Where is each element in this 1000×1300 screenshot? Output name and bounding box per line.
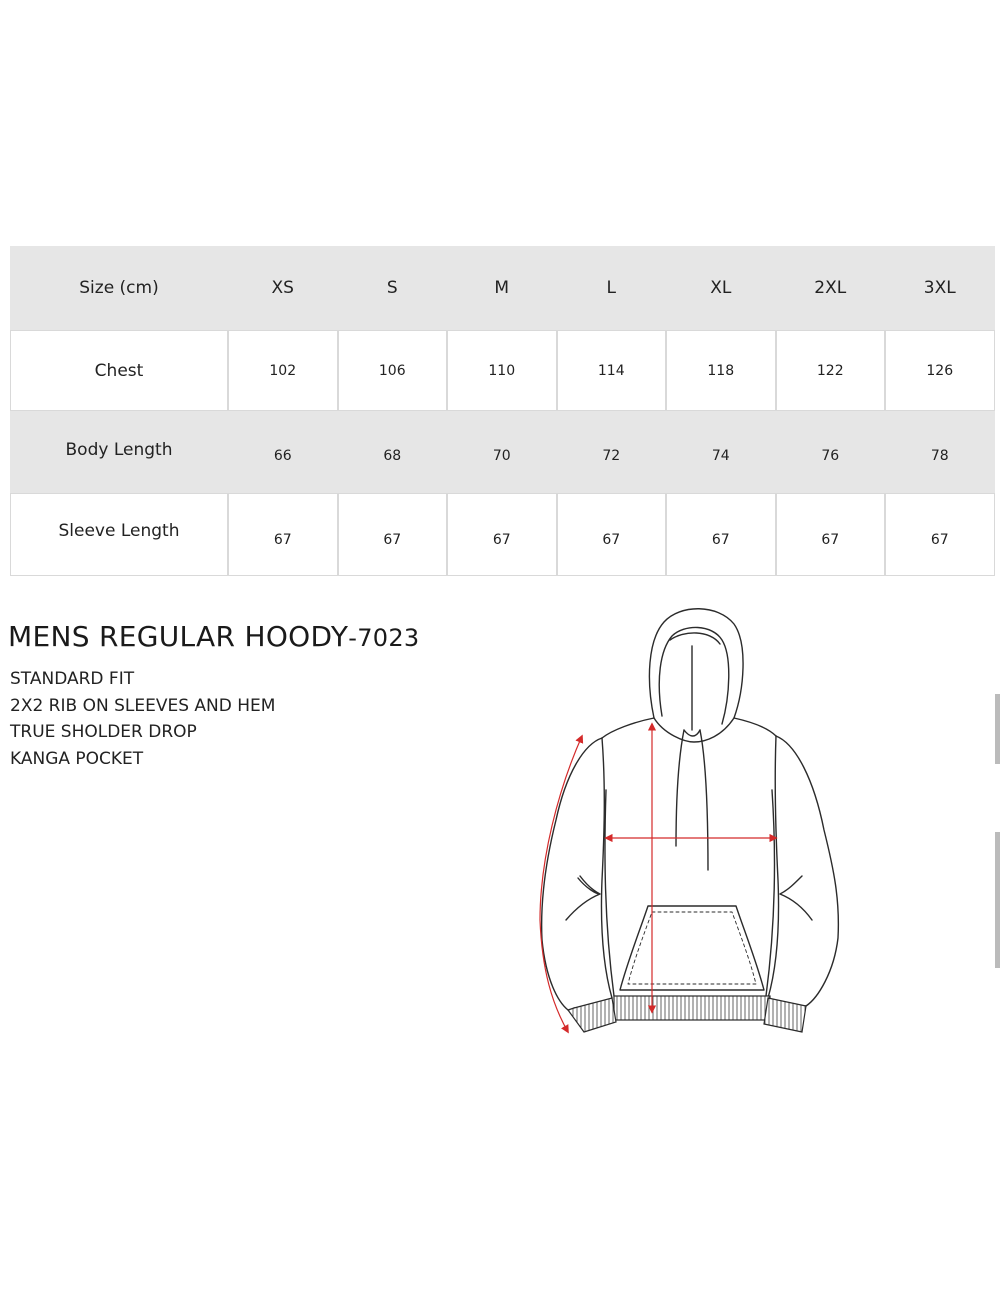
product-code: -7023	[348, 624, 420, 652]
table-cell: 67	[776, 493, 886, 576]
feature-list	[10, 666, 275, 772]
table-cell: 122	[776, 330, 886, 411]
row-label-sleeve-length: Sleeve Length	[10, 493, 228, 576]
table-cell: 76	[776, 411, 886, 493]
table-cell: 66	[228, 411, 338, 493]
table-cell: 106	[338, 330, 448, 411]
header-size-xl: XL	[666, 246, 776, 330]
row-label-chest: Chest	[10, 330, 228, 411]
table-cell: 78	[885, 411, 995, 493]
row-label-body-length: Body Length	[10, 411, 228, 493]
table-cell: 67	[338, 493, 448, 576]
table-cell: 126	[885, 330, 995, 411]
list-item: STANDARD FIT	[10, 669, 135, 689]
product-title	[8, 620, 419, 653]
product-name: MENS REGULAR HOODY	[8, 620, 349, 653]
table-cell: 67	[228, 493, 338, 576]
header-size-label: Size (cm)	[10, 246, 228, 330]
table-cell: 67	[885, 493, 995, 576]
table-cell: 72	[557, 411, 667, 493]
header-size-s: S	[338, 246, 448, 330]
edge-mark	[995, 694, 1000, 764]
table-cell: 67	[557, 493, 667, 576]
list-item: TRUE SHOLDER DROP	[10, 722, 197, 742]
table-cell: 70	[447, 411, 557, 493]
size-table	[10, 246, 994, 576]
table-cell: 114	[557, 330, 667, 411]
header-size-l: L	[557, 246, 667, 330]
table-cell: 74	[666, 411, 776, 493]
header-size-xs: XS	[228, 246, 338, 330]
table-cell: 110	[447, 330, 557, 411]
hoody-outline-icon	[520, 600, 860, 1050]
table-cell: 67	[447, 493, 557, 576]
list-item: 2X2 RIB ON SLEEVES AND HEM	[10, 695, 276, 716]
table-cell: 118	[666, 330, 776, 411]
list-item: KANGA POCKET	[10, 748, 144, 769]
header-size-m: M	[447, 246, 557, 330]
table-cell: 68	[338, 411, 448, 493]
table-cell: 102	[228, 330, 338, 411]
edge-mark	[995, 832, 1000, 968]
table-cell: 67	[666, 493, 776, 576]
header-size-2xl: 2XL	[776, 246, 886, 330]
header-size-3xl: 3XL	[885, 246, 995, 330]
